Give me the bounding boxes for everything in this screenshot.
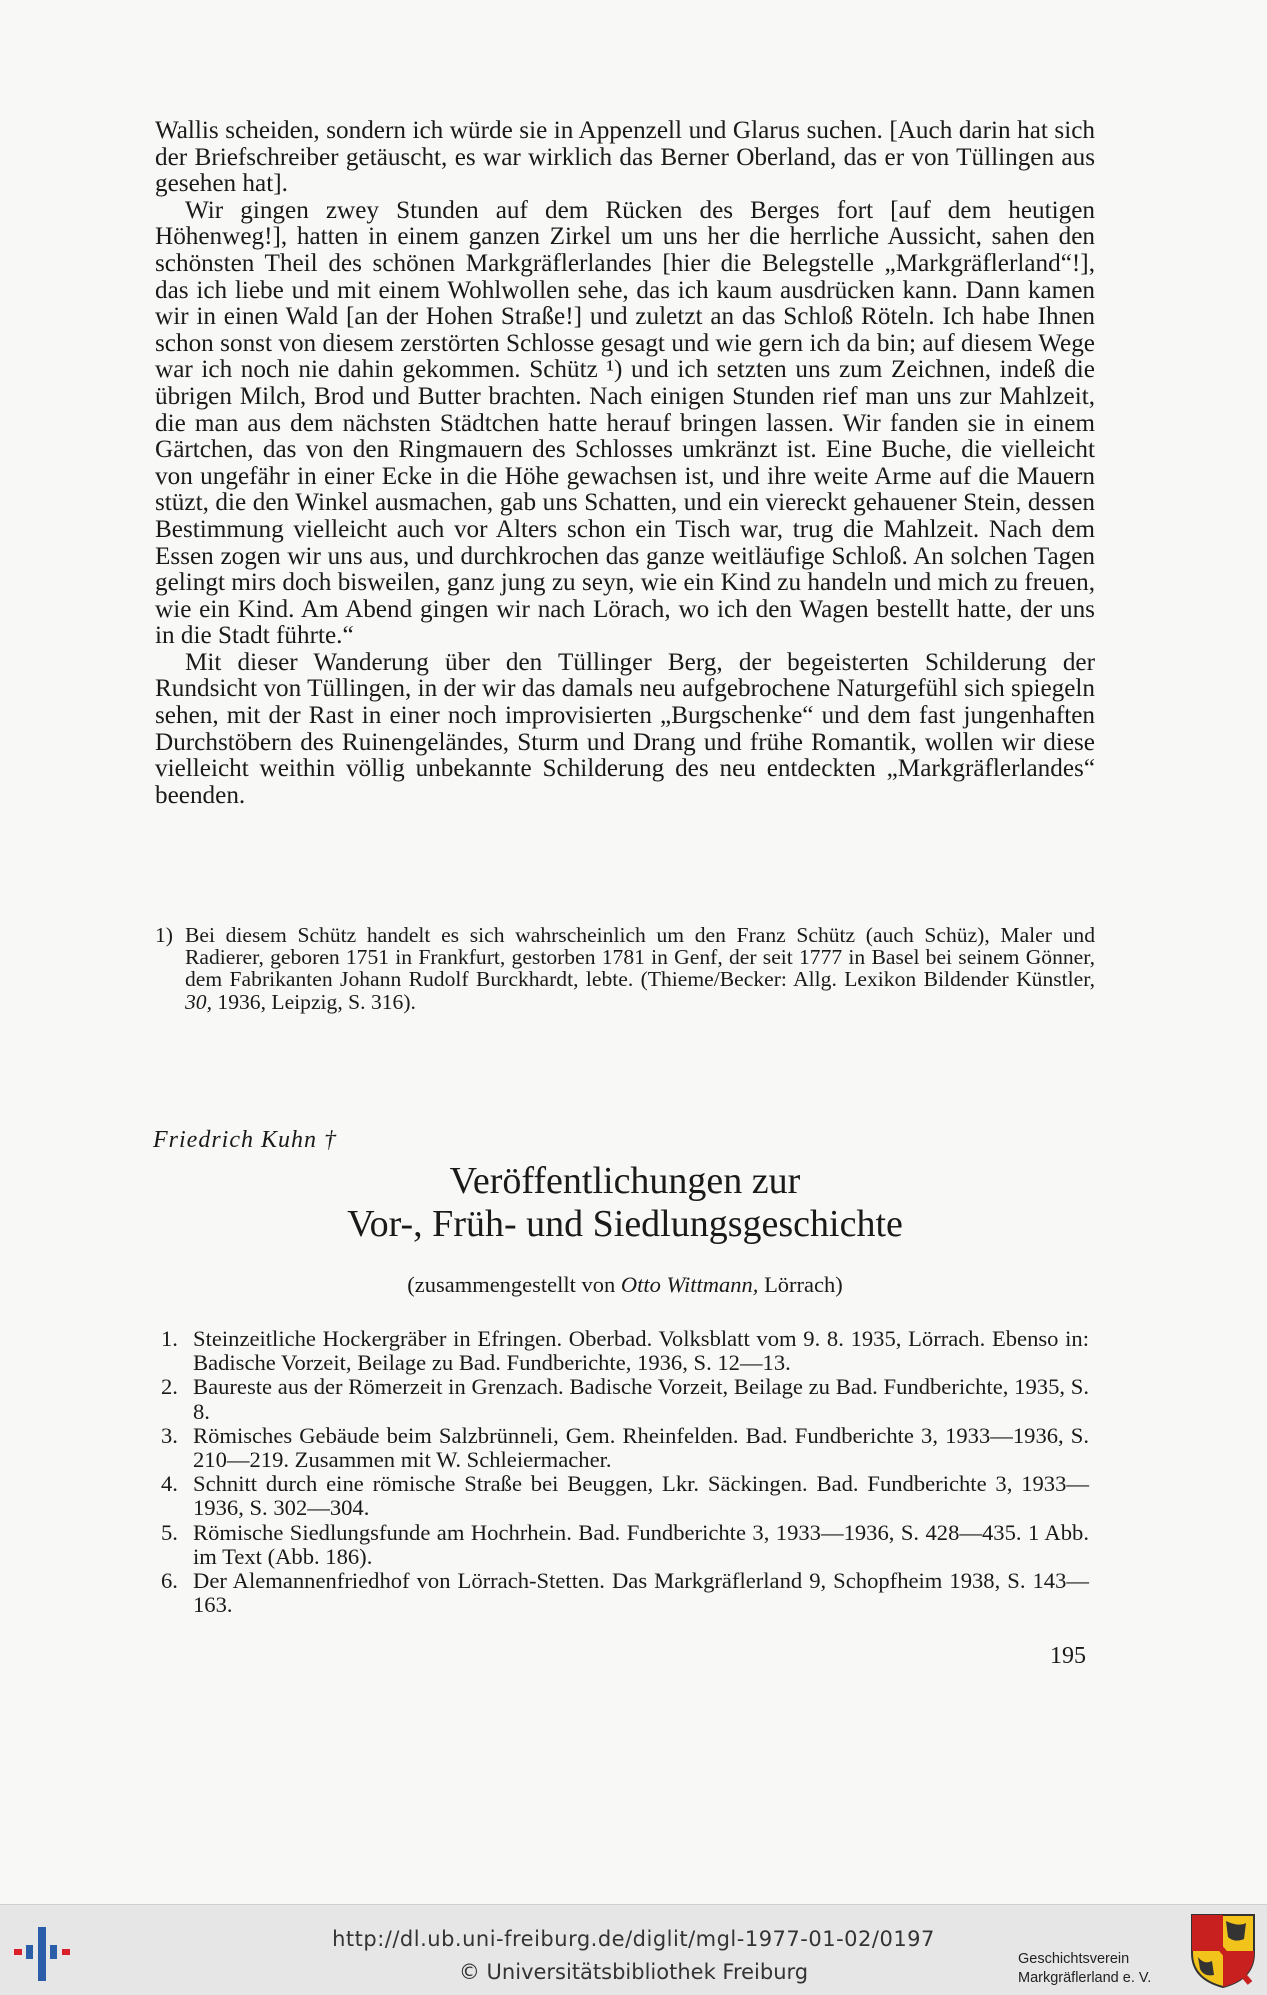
society-name-line-1: Geschichtsverein <box>1018 1951 1130 1967</box>
compiler-note-prefix: (zusammengestellt von <box>407 1272 621 1297</box>
list-item <box>155 1472 1089 1520</box>
list-item <box>155 1375 1089 1423</box>
list-item <box>155 1327 1089 1375</box>
article-title <box>155 1160 1095 1246</box>
list-item-text: Schnitt durch eine römische Straße bei Beuggen, Lkr. Säckingen. Bad. Fundberichte 3, 1933—1936, S. 302—304. <box>193 1471 1089 1521</box>
copyright-notice: © Universitätsbibliothek Freiburg <box>458 1960 809 1984</box>
footnote-text-end: 1936, Leipzig, S. 316). <box>212 989 416 1014</box>
compiler-name: Otto Wittmann, <box>620 1272 759 1297</box>
list-item-text: Römische Siedlungsfunde am Hochrhein. Bad. Fundberichte 3, 1933—1936, S. 428—435. 1 Abb. im Text (Abb. 186). <box>193 1519 1089 1569</box>
page-number: 195 <box>1050 1643 1086 1669</box>
coat-of-arms-icon[interactable] <box>1190 1913 1256 1989</box>
viewer-footer <box>0 1904 1267 1995</box>
paragraph-2: Wir gingen zwey Stunden auf dem Rücken des Berges fort [auf dem heutigen Höhenweg!], hatten in einem ganzen Zirkel um uns her die herrliche Aussicht, sahen den schönsten Theil des schönen Markgräflerlandes [hier die Belegstelle „Markgräflerland“!], das ich liebe und mit einem Wohlwollen sehe, das ich kaum ausdrücken kann. Dann kamen wir in einen Wald [an der Hohen Straße!] und zuletzt an das Schloß Röteln. Ich habe Ihnen schon sonst von diesem zerstörten Schlosse gesagt und wie gern ich da bin; auf diesem Wege war ich noch nie dahin gekommen. Schütz ¹) und ich setzten uns zum Zeichnen, indeß die übrigen Milch, Brod und Butter brachten. Nach einigen Stunden rief man uns zur Mahlzeit, die man aus dem nächsten Städtchen hatte herauf bringen lassen. Wir fanden sie in einem Gärtchen, das von den Ringmauern des Schlosses umkränzt ist. Eine Buche, die vielleicht von ungefähr in einer Ecke in die Höhe gewachsen ist, und ihre weite Arme auf die Mauern stüzt, die den Winkel ausmachen, gab uns Schatten, und ein viereckt gehauener Stein, dessen Bestimmung vielleicht auch vor Alters schon ein Tisch war, trug die Mahlzeit. Nach dem Essen zogen wir uns aus, und durchkrochen das ganze weitläufige Schloß. An solchen Tagen gelingt mirs doch bisweilen, ganz jung zu seyn, wie ein Kind zu handeln und mich zu freuen, wie ein Kind. Am Abend gingen wir nach Lörach, wo ich den Wagen bestellt hatte, der uns in die Stadt führte.“ <box>155 196 1095 650</box>
list-item-number: 1. <box>161 1326 178 1351</box>
paragraph-1: Wallis scheiden, sondern ich würde sie in Appenzell und Glarus suchen. [Auch darin hat sich der Briefschreiber getäuscht, es war wirklich das Berner Oberland, das er von Tüllingen aus gesehen hat]. <box>155 117 1095 198</box>
footnote-text <box>185 924 1095 1013</box>
list-item-text: Der Alemannenfriedhof von Lörrach-Stetten. Das Markgräflerland 9, Schopfheim 1938, S. 143—163. <box>193 1568 1089 1618</box>
society-name <box>1018 1950 1151 1988</box>
list-item-text: Baureste aus der Römerzeit in Grenzach. Badische Vorzeit, Beilage zu Bad. Fundberichte, 1935, S. 8. <box>193 1374 1089 1424</box>
list-item-number: 3. <box>161 1422 178 1448</box>
list-item-text: Steinzeitliche Hockergräber in Efringen. Oberbad. Volksblatt vom 9. 8. 1935, Lörrach. Ebenso in: Badische Vorzeit, Beilage zu Bad. Fundberichte, 1936, S. 12—13. <box>193 1326 1089 1376</box>
compiler-note-suffix: Lörrach) <box>758 1272 843 1297</box>
list-item-number: 5. <box>161 1519 178 1545</box>
paragraph-3: Mit dieser Wanderung über den Tüllinger Berg, der begeisterten Schilderung der Rundsicht von Tüllingen, in der wir das damals neu aufgebrochene Naturgefühl sich spiegeln sehen, mit der Rast in einer noch improvisierten „Burgschenke“ und dem fast jungenhaften Durchstöbern des Ruinengeländes, Sturm und Drang und frühe Romantik, wollen wir diese vielleicht weithin völlig unbekannte Schilderung des neu entdeckten „Markgräflerlandes“ beenden. <box>155 648 1095 809</box>
list-item <box>155 1424 1089 1472</box>
permalink-url[interactable]: http://dl.ub.uni-freiburg.de/diglit/mgl-1977-01-02/0197 <box>332 1927 935 1951</box>
footnote-mark: 1) <box>155 923 173 947</box>
list-item-text: Römisches Gebäude beim Salzbrünneli, Gem. Rheinfelden. Bad. Fundberichte 3, 1933—1936, S. 210—219. Zusammen mit W. Schleiermacher. <box>193 1422 1089 1473</box>
list-item <box>155 1521 1089 1569</box>
title-line-2: Vor-, Früh- und Siedlungsgeschichte <box>347 1203 903 1245</box>
society-name-line-2: Markgräflerland e. V. <box>1018 1970 1152 1986</box>
title-line-1: Veröffentlichungen zur <box>449 1160 801 1202</box>
list-item-number: 2. <box>161 1374 178 1400</box>
bibliography-list <box>155 1327 1089 1617</box>
list-item-number: 4. <box>161 1471 178 1497</box>
list-item-number: 6. <box>161 1568 178 1594</box>
list-item <box>155 1569 1089 1617</box>
compiler-note <box>155 1272 1095 1298</box>
body-text <box>155 118 1095 809</box>
author-name: Friedrich Kuhn † <box>153 1127 337 1153</box>
footnote-text-part: Bei diesem Schütz handelt es sich wahrscheinlich um den Franz Schütz (auch Schüz), Maler und Radierer, geboren 1751 in Frankfurt, gestorben 1781 in Genf, der seit 1777 in Basel bei seinem Gönner, dem Fabrikanten Johann Rudolf Burckhardt, lebte. (Thieme/Becker: Allg. Lexikon Bildender Künstler, <box>185 923 1095 992</box>
footnote-volume: 30, <box>185 989 212 1014</box>
footnote <box>155 924 1095 1013</box>
